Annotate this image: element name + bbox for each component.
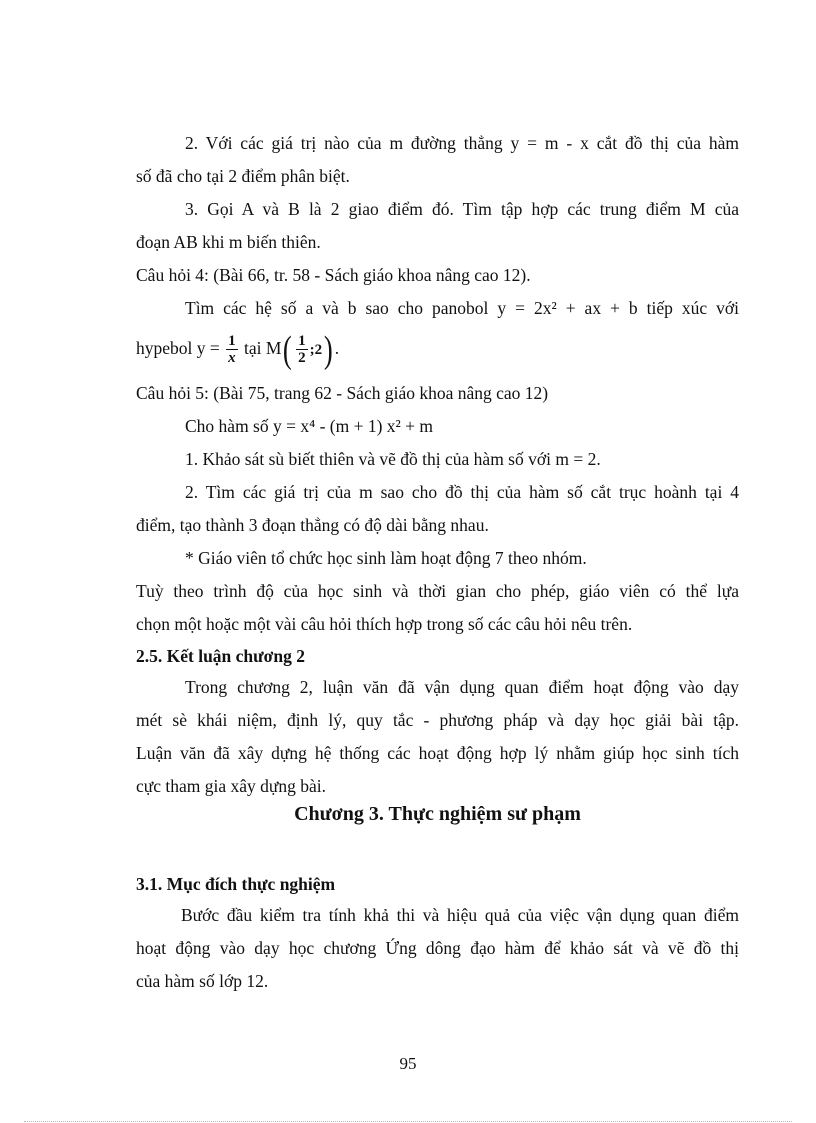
text-line: số đã cho tại 2 điểm phân biệt. [136, 166, 350, 186]
right-paren: ) [323, 328, 333, 371]
fraction-denominator: x [228, 350, 236, 367]
text-line: Trong chương 2, luận văn đã vận dụng quan điểm hoạt động vào dạy [185, 677, 739, 697]
text-line: Luận văn đã xây dựng hệ thống các hoạt động hợp lý nhằm giúp học sinh tích [136, 743, 739, 763]
text-line: Cho hàm số y = x⁴ - (m + 1) x² + m [185, 416, 434, 436]
left-paren: ( [283, 328, 293, 371]
text-line: Bước đầu kiểm tra tính khả thi và hiệu quả của việc vận dụng quan điểm [181, 905, 739, 925]
formula-prefix: hypebol y = [136, 338, 220, 358]
point-coordinate-rest: ;2 [309, 341, 323, 358]
section-heading: 2.5. Kết luận chương 2 [136, 646, 305, 666]
text-line: Tìm các hệ số a và b sao cho panobol y = 2x² + ax + b tiếp xúc với [185, 298, 739, 318]
hyperbola-formula-line [136, 328, 739, 370]
fraction-one-over-x [226, 333, 238, 366]
formula-suffix: . [334, 338, 340, 358]
text-line: hoạt động vào dạy học chương Ứng dông đạo hàm để khảo sát và vẽ đồ thị [136, 938, 739, 958]
section-heading: 3.1. Mục đích thực nghiệm [136, 874, 336, 894]
chapter-title: Chương 3. Thực nghiệm sư phạm [294, 803, 581, 825]
text-line: 3. Gọi A và B là 2 giao điểm đó. Tìm tập hợp các trung điểm M của [185, 199, 739, 219]
page-number: 95 [399, 1054, 417, 1073]
text-line: * Giáo viên tổ chức học sinh làm hoạt động 7 theo nhóm. [185, 548, 587, 568]
text-line: Câu hỏi 4: (Bài 66, tr. 58 - Sách giáo khoa nâng cao 12). [136, 265, 531, 285]
text-line: điểm, tạo thành 3 đoạn thẳng có độ dài bằng nhau. [136, 515, 489, 535]
text-line: của hàm số lớp 12. [136, 971, 269, 991]
fraction-numerator: 1 [298, 333, 306, 350]
fraction-one-half [296, 333, 308, 366]
fraction-denominator: 2 [298, 350, 306, 367]
text-line: Câu hỏi 5: (Bài 75, trang 62 - Sách giáo khoa nâng cao 12) [136, 383, 549, 403]
fraction-numerator: 1 [228, 333, 236, 350]
text-line: chọn một hoặc một vài câu hỏi thích hợp trong số các câu hỏi nêu trên. [136, 614, 633, 634]
text-line: đoạn AB khi m biến thiên. [136, 232, 321, 252]
text-line: 1. Khảo sát sù biết thiên và vẽ đồ thị của hàm số với m = 2. [185, 449, 601, 469]
text-line: mét sè khái niệm, định lý, quy tắc - phương pháp và dạy học giải bài tập. [136, 710, 739, 730]
formula-middle: tại M [244, 338, 282, 358]
text-line: Tuỳ theo trình độ của học sinh và thời gian cho phép, giáo viên có thể lựa [136, 581, 739, 601]
text-line: cực tham gia xây dựng bài. [136, 776, 327, 796]
text-line: 2. Tìm các giá trị của m sao cho đồ thị của hàm số cắt trục hoành tại 4 [185, 482, 739, 502]
text-line: 2. Với các giá trị nào của m đường thẳng y = m - x cắt đồ thị của hàm [185, 133, 739, 153]
page-bottom-divider [24, 1121, 792, 1122]
